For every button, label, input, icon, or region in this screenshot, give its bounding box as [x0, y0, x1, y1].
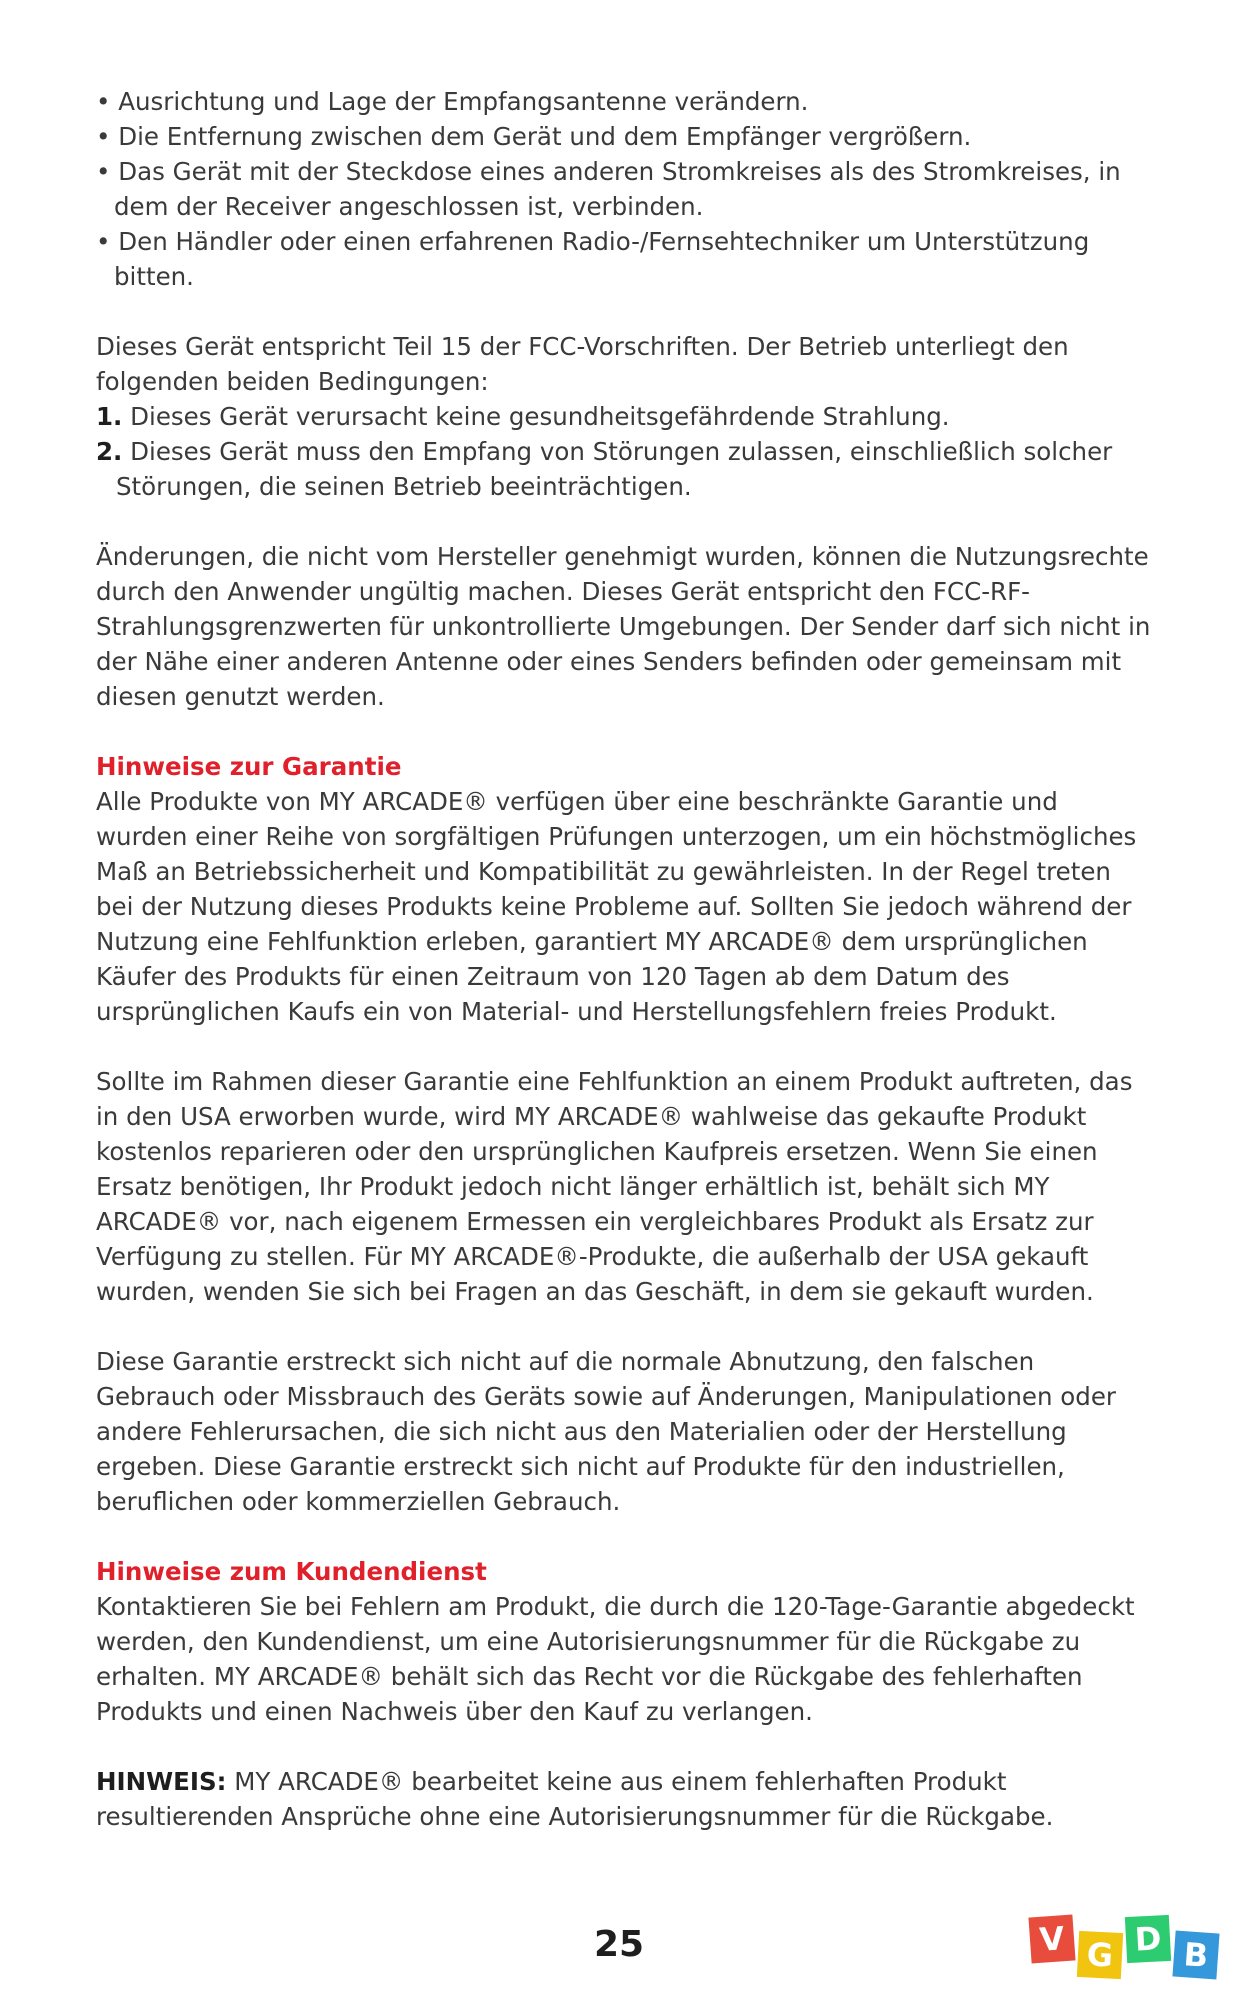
fcc-bullet-list: [96, 84, 1156, 294]
note-text: MY ARCADE® bearbeitet keine aus einem fehlerhaften Produkt resultierenden Ansprüche ohne eine Autorisierungsnummer für die Rückgabe.: [96, 1767, 1054, 1831]
list-item: 1. Dieses Gerät verursacht keine gesundheitsgefährdende Strahlung.: [96, 402, 950, 431]
vgdb-logo: [1030, 1916, 1218, 1978]
logo-letter-v: V: [1028, 1915, 1075, 1964]
logo-letter-g: G: [1077, 1931, 1123, 1979]
service-paragraph: Kontaktieren Sie bei Fehlern am Produkt, die durch die 120-Tage-Garantie abgedeckt werden, den Kundendienst, um eine Autorisierungsnummer für die Rückgabe zu erhalten. MY ARCADE® behält sich das Recht vor die Rückgabe des fehlerhaften Produkts und einen Nachweis über den Kauf zu verlangen.: [96, 1592, 1135, 1726]
list-item: • Ausrichtung und Lage der Empfangsantenne verändern.: [96, 84, 1156, 119]
warranty-paragraph-2: Sollte im Rahmen dieser Garantie eine Fehlfunktion an einem Produkt auftreten, das in den USA erworben wurde, wird MY ARCADE® wahlweise das gekaufte Produkt kostenlos reparieren oder den ursprünglichen Kaufpreis ersetzen. Wenn Sie einen Ersatz benötigen, Ihr Produkt jedoch nicht länger erhältlich ist, behält sich MY ARCADE® vor, nach eigenem Ermessen ein vergleichbares Produkt als Ersatz zur Verfügung zu stellen. Für MY ARCADE®-Produkte, die außerhalb der USA gekauft wurden, wenden Sie sich bei Fragen an das Geschäft, in dem sie gekauft wurden.: [96, 1067, 1133, 1306]
service-heading: Hinweise zum Kundendienst: [96, 1557, 487, 1586]
list-item: • Die Entfernung zwischen dem Gerät und dem Empfänger vergrößern.: [96, 119, 1156, 154]
fcc-changes-paragraph: Änderungen, die nicht vom Hersteller genehmigt wurden, können die Nutzungsrechte durch den Anwender ungültig machen. Dieses Gerät entspricht den FCC-RF-Strahlungsgrenzwerten für unkontrollierte Umgebungen. Der Sender darf sich nicht in der Nähe einer anderen Antenne oder eines Senders befinden oder gemeinsam mit diesen genutzt werden.: [96, 542, 1151, 711]
page-number: 25: [593, 1924, 645, 1965]
list-item: • Das Gerät mit der Steckdose eines anderen Stromkreises als des Stromkreises, in dem der Receiver angeschlossen ist, verbinden.: [96, 154, 1156, 224]
warranty-paragraph-3: Diese Garantie erstreckt sich nicht auf die normale Abnutzung, den falschen Gebrauch oder Missbrauch des Geräts sowie auf Änderungen, Manipulationen oder andere Fehlerursachen, die sich nicht aus den Materialien oder der Herstellung ergeben. Diese Garantie erstreckt sich nicht auf Produkte für den industriellen, beruflichen oder kommerziellen Gebrauch.: [96, 1347, 1116, 1516]
manual-page: [96, 84, 1156, 1869]
list-item: • Den Händler oder einen erfahrenen Radio-/Fernsehtechniker um Unterstützung bitten.: [96, 224, 1156, 294]
fcc-intro: Dieses Gerät entspricht Teil 15 der FCC-Vorschriften. Der Betrieb unterliegt den folgenden beiden Bedingungen:: [96, 332, 1069, 396]
warranty-paragraph-1: Alle Produkte von MY ARCADE® verfügen über eine beschränkte Garantie und wurden einer Reihe von sorgfältigen Prüfungen unterzogen, um ein höchstmögliches Maß an Betriebssicherheit und Kompatibilität zu gewährleisten. In der Regel treten bei der Nutzung dieses Produkts keine Probleme auf. Sollten Sie jedoch während der Nutzung eine Fehlfunktion erleben, garantiert MY ARCADE® dem ursprünglichen Käufer des Produkts für einen Zeitraum von 120 Tagen ab dem Datum des ursprünglichen Kaufs ein von Material- und Herstellungsfehlern freies Produkt.: [96, 787, 1137, 1026]
fcc-conditions: [96, 399, 1156, 504]
list-item: 2. Dieses Gerät muss den Empfang von Störungen zulassen, einschließlich solcher Störungen, die seinen Betrieb beeinträchtigen.: [96, 437, 1113, 501]
warranty-heading: Hinweise zur Garantie: [96, 752, 402, 781]
logo-letter-b: B: [1172, 1931, 1219, 1980]
service-note: [96, 1764, 1156, 1834]
note-label: HINWEIS:: [96, 1767, 227, 1796]
logo-letter-d: D: [1125, 1915, 1171, 1963]
